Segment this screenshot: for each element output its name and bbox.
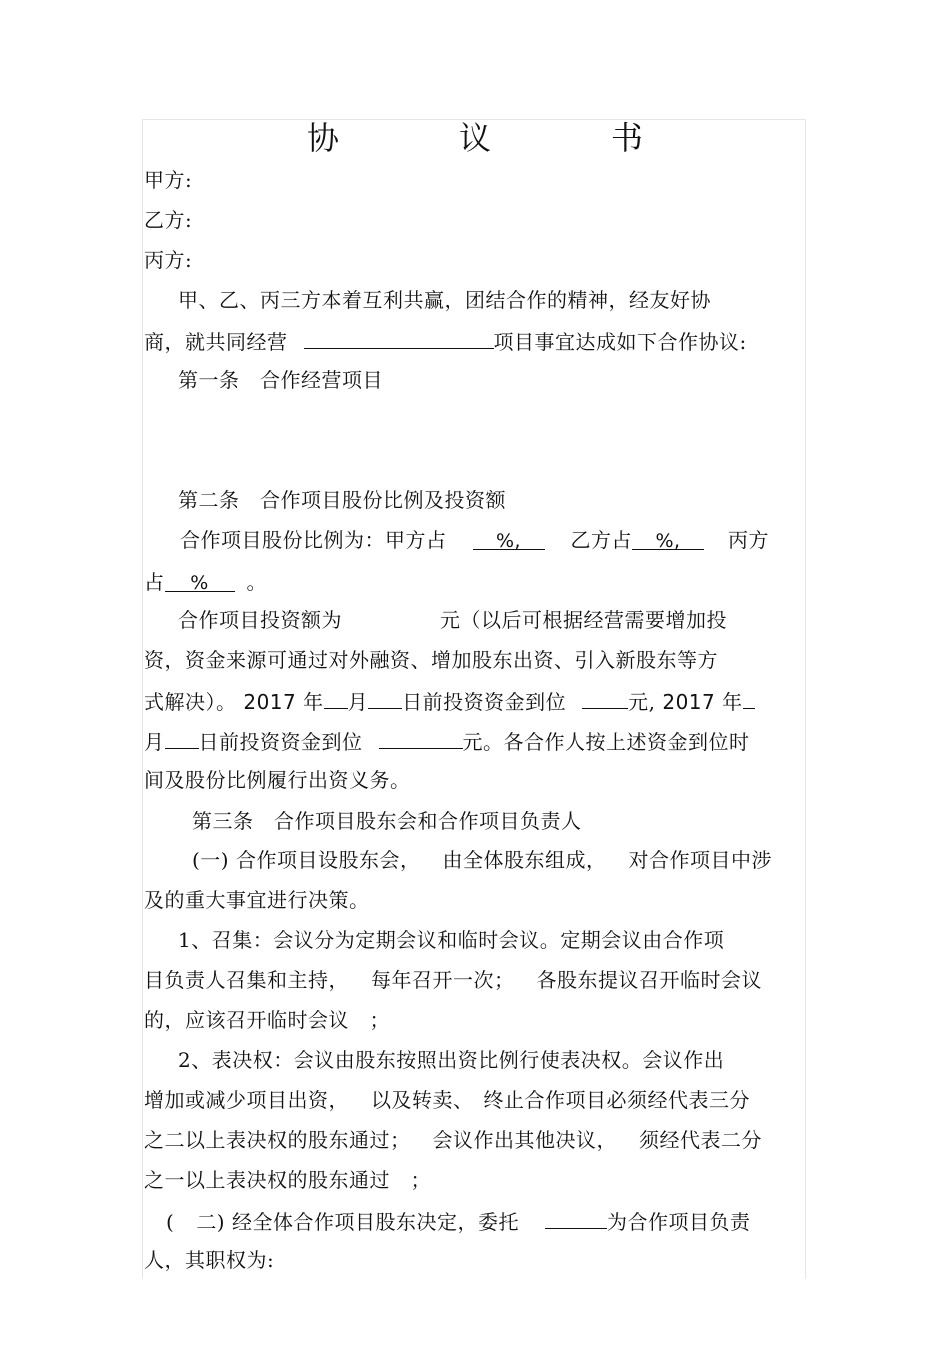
p2-text-c: 为合作项目负责	[606, 1210, 751, 1234]
party-b-label: 乙方:	[144, 208, 193, 232]
manager-name-blank	[545, 1206, 607, 1229]
article-2-heading: 第二条 合作项目股份比例及投资额	[178, 488, 506, 512]
share-b-label: 乙方占	[570, 528, 632, 552]
intro-text-pre: 商，就共同经营	[144, 330, 288, 354]
item-2-text-e: 会议作出其他决议，	[432, 1128, 617, 1152]
invest-line-1	[178, 606, 727, 634]
item-2-text-b: 以及转卖、	[371, 1088, 474, 1112]
item-1-text-c: 各股东提议召开临时会议	[536, 968, 762, 992]
item-2-text-d: 之二以上表决权的股东通过；	[144, 1128, 411, 1152]
p1-text-b: 由全体股东组成，	[442, 848, 607, 872]
intro-line-1: 甲、乙、丙三方本着互利共赢，团结合作的精神，经友好协	[178, 288, 711, 312]
party-c-label: 丙方:	[144, 248, 193, 272]
share-a-blank: %,	[473, 527, 545, 550]
article-3-p2-line-1	[166, 1206, 750, 1236]
item-2-text-a: 增加或减少项目出资，	[144, 1088, 349, 1112]
project-name-blank	[304, 326, 494, 349]
item-1-text-a: 目负责人召集和主持，	[144, 968, 349, 992]
invest-line-3	[144, 686, 755, 716]
invest-line-4	[144, 726, 750, 756]
invest-line-5: 间及股份比例履行出资义务。	[144, 768, 411, 792]
item-1-line-1: 1、召集：会议分为定期会议和临时会议。定期会议由合作项	[178, 928, 725, 952]
share-b-blank: %,	[632, 527, 704, 550]
month-2-blank-start	[743, 686, 755, 709]
document-title: 协 议 书	[306, 119, 687, 157]
share-c-text: 占	[144, 570, 165, 594]
month-1-blank	[324, 686, 348, 709]
article-3-heading: 第三条 合作项目股东会和合作项目负责人	[192, 809, 582, 833]
share-c-label: 丙方	[728, 528, 769, 552]
share-ratio-line	[180, 526, 769, 554]
share-c-blank: %	[165, 569, 235, 592]
invest-amount-text-2: 元（以后可根据经营需要增加投	[440, 608, 727, 632]
article-1-heading: 第一条 合作经营项目	[178, 368, 383, 392]
share-c-line	[144, 568, 267, 596]
item-2-line-4: 之一以上表决权的股东通过 ；	[144, 1168, 431, 1192]
item-1-text-b: 每年召开一次；	[371, 968, 515, 992]
invest-amount-text: 合作项目投资额为	[178, 608, 342, 632]
amount-2-text: 元。各合作人按上述资金到位时	[462, 730, 750, 754]
article-3-p2-line-2: 人，其职权为:	[144, 1248, 275, 1272]
article-3-p1-line-2: 及的重大事宜进行决策。	[144, 888, 370, 912]
month-1-unit: 月	[347, 690, 369, 714]
item-2-line-3	[144, 1126, 762, 1154]
intro-text-post: 项目事宜达成如下合作协议:	[493, 330, 747, 354]
share-ratio-text: 合作项目股份比例为：甲方占	[180, 528, 447, 552]
p2-paren: (	[166, 1210, 175, 1234]
deadline-1-text: 日前投资资金到位	[402, 690, 567, 714]
item-2-line-1: 2、表决权：会议由股东按照出资比例行使表决权。会议作出	[178, 1048, 725, 1072]
invest-line-2: 资，资金来源可通过对外融资、增加股东出资、引入新股东等方	[144, 648, 718, 672]
invest-line-3-text: 式解决）。	[144, 690, 237, 714]
month-2-unit: 月	[144, 730, 165, 754]
item-2-text-f: 须经代表二分	[639, 1128, 762, 1152]
article-3-p1-line-1	[192, 846, 772, 874]
amount-1-blank	[582, 686, 628, 709]
p2-text-b: 二) 经全体合作项目股东决定，委托	[196, 1210, 519, 1234]
day-2-blank	[165, 726, 199, 749]
party-a-label: 甲方:	[144, 168, 193, 192]
deadline-2-text: 日前投资资金到位	[198, 730, 363, 754]
amount-1-unit: 元,	[628, 690, 656, 714]
day-1-blank	[368, 686, 402, 709]
year-2-unit: 年	[722, 690, 743, 714]
year-2: 2017	[662, 690, 716, 714]
year-1-unit: 年	[303, 690, 324, 714]
p1-text-c: 对合作项目中涉	[628, 848, 772, 872]
intro-line-2	[144, 326, 747, 356]
item-2-text-c: 终止合作项目必须经代表三分	[483, 1088, 750, 1112]
item-2-line-2	[144, 1086, 750, 1114]
year-1: 2017	[243, 690, 297, 714]
item-1-line-2	[144, 966, 762, 994]
item-1-line-3: 的，应该召开临时会议 ；	[144, 1008, 390, 1032]
amount-2-blank	[379, 726, 463, 749]
share-c-end: 。	[246, 570, 267, 594]
p1-text-a: (一) 合作项目设股东会，	[192, 848, 421, 872]
